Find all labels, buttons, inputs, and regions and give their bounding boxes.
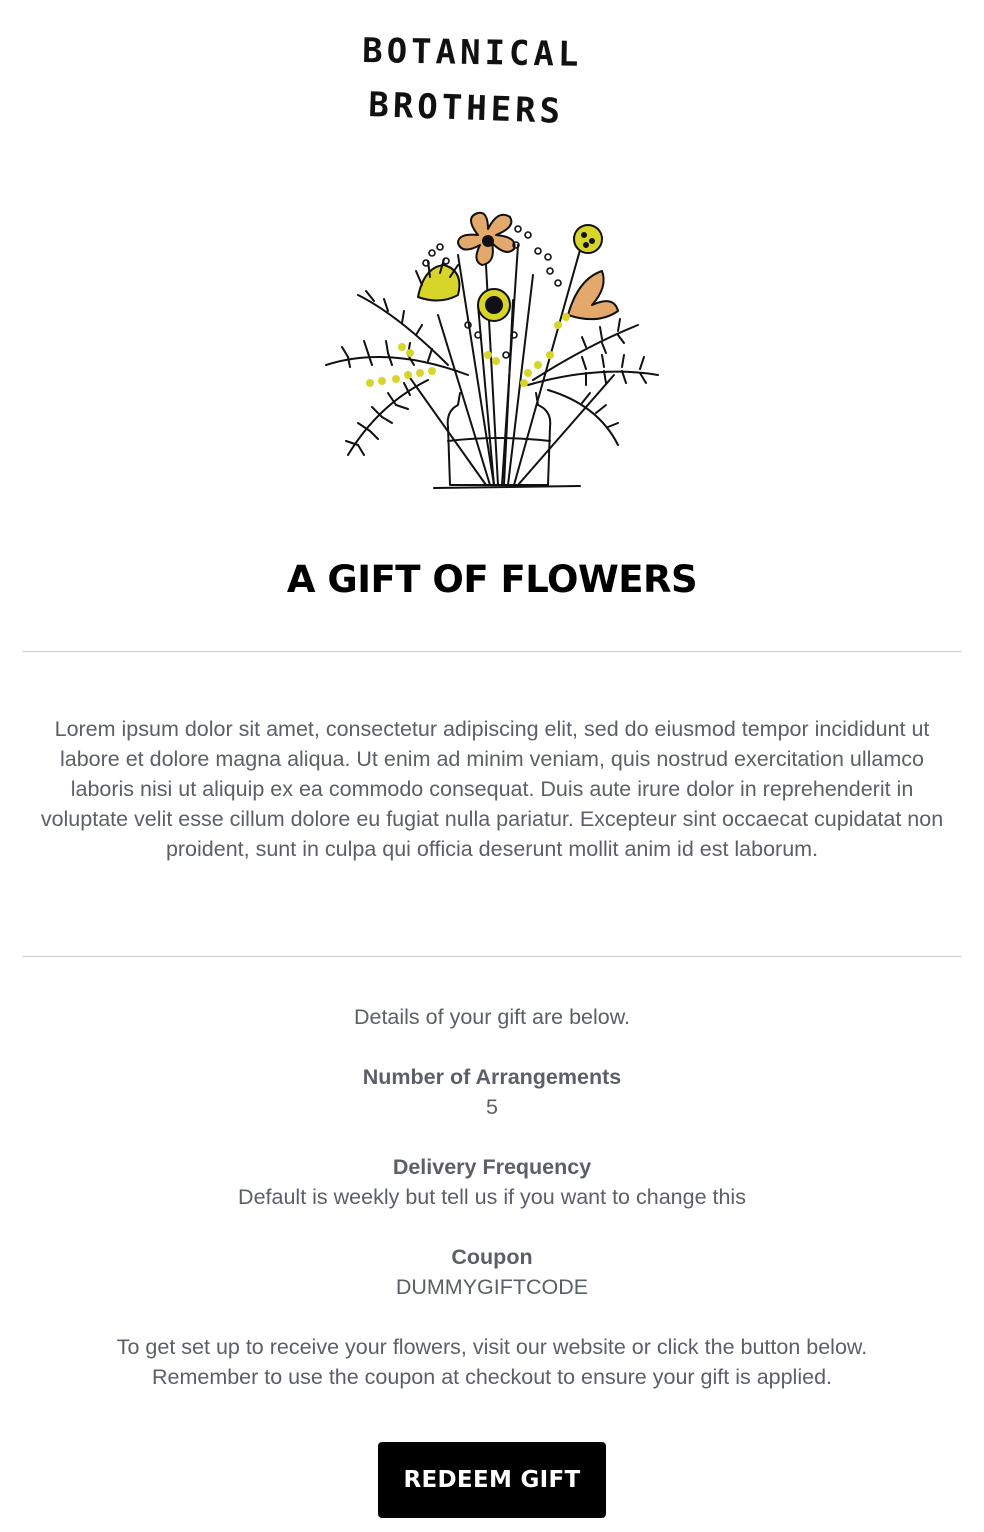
field-value: Default is weekly but tell us if you want to change this xyxy=(238,1185,746,1209)
field-label: Coupon xyxy=(451,1245,533,1269)
field-value: 5 xyxy=(486,1095,498,1119)
logo-line1: BOTANICAL xyxy=(361,31,583,75)
setup-note-line1: To get set up to receive your flowers, visit our website or click the button below. xyxy=(116,1335,868,1359)
page-title: A GIFT OF FLOWERS xyxy=(286,558,698,601)
coupon-code: DUMMYGIFTCODE xyxy=(395,1275,589,1299)
setup-note xyxy=(0,1332,984,1392)
field-coupon xyxy=(0,1242,984,1302)
field-label: Number of Arrangements xyxy=(362,1065,622,1089)
field-label: Delivery Frequency xyxy=(392,1155,592,1179)
field-number-of-arrangements xyxy=(0,1062,984,1122)
setup-note-line2: Remember to use the coupon at checkout to ensure your gift is applied. xyxy=(151,1365,833,1389)
intro-paragraph: Lorem ipsum dolor sit amet, consectetur adipiscing elit, sed do eiusmod tempor incididunt ut labore et dolore magna aliqua. Ut enim ad minim veniam, quis nostrud exercitation ullamco laboris nisi ut aliquip ex ea commodo consequat. Duis aute irure dolor in reprehenderit in voluptate velit esse cillum dolore eu fugiat nulla pariatur. Excepteur sint occaecat cupidatat non proident, sunt in culpa qui officia deserunt mollit anim id est laborum. xyxy=(40,717,944,861)
details-lead: Details of your gift are below. xyxy=(353,1005,631,1029)
brand-logo[interactable] xyxy=(352,22,632,132)
logo-wordmark xyxy=(352,22,632,132)
gift-details xyxy=(0,1002,984,1392)
field-delivery-frequency xyxy=(0,1152,984,1212)
divider-bottom xyxy=(22,956,962,957)
redeem-gift-button[interactable]: REDEEM GIFT xyxy=(378,1442,606,1518)
divider-top xyxy=(22,651,962,652)
flower-bouquet-vase-icon xyxy=(318,205,666,497)
logo-line2: BROTHERS xyxy=(367,85,565,132)
